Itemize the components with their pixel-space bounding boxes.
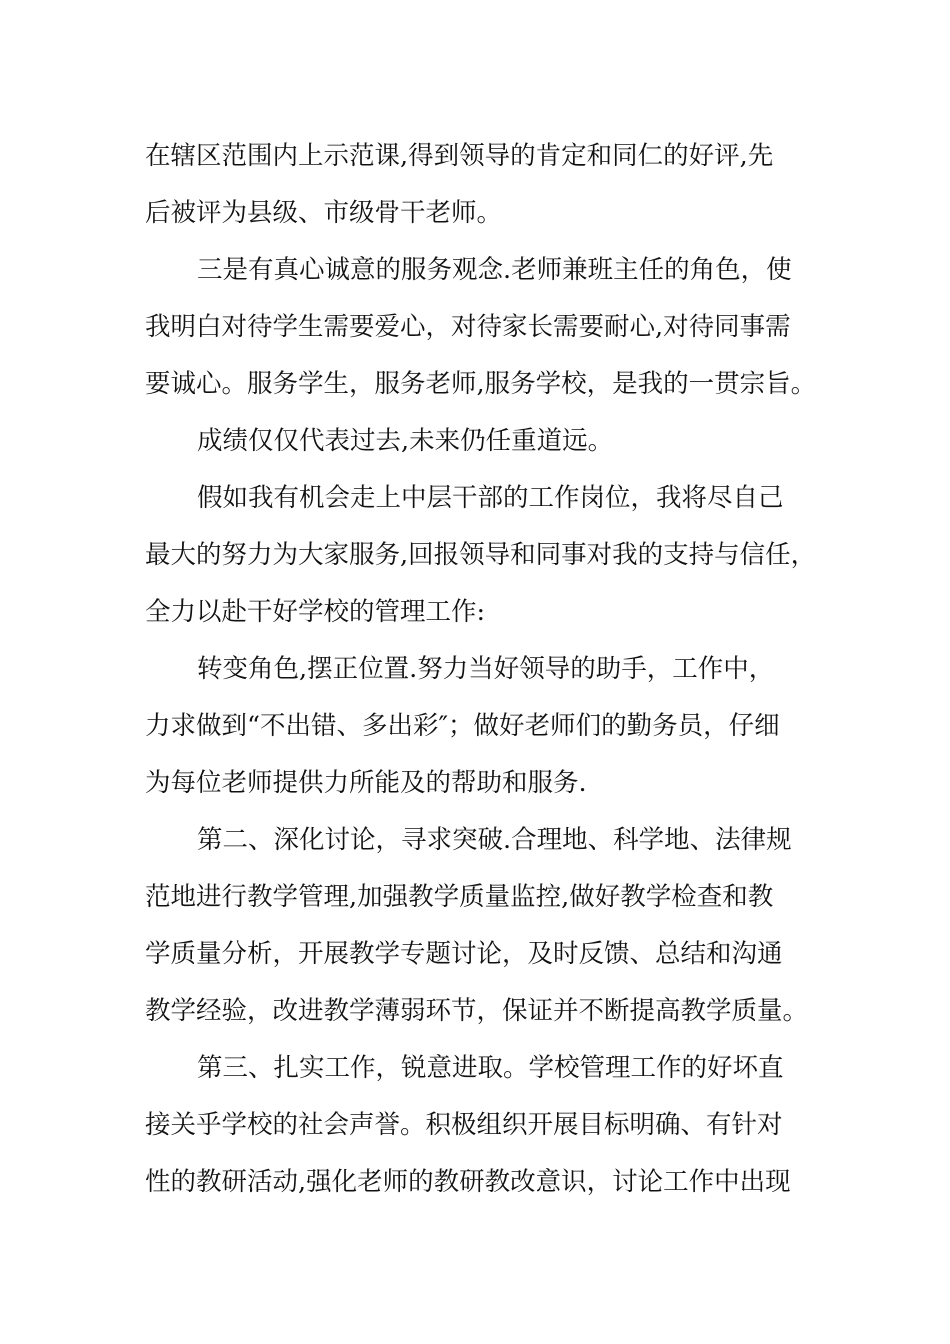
text-line: 后被评为县级、市级骨干老师。 <box>145 198 503 228</box>
paragraph-first-line: 第三、扎实工作，锐意进取。学校管理工作的好坏直 <box>197 1053 784 1083</box>
text-line: 教学经验，改进教学薄弱环节，保证并不断提高教学质量。 <box>145 996 809 1026</box>
paragraph-first-line: 第二、深化讨论，寻求突破.合理地、科学地、法律规 <box>197 825 792 855</box>
paragraph-first-line: 成绩仅仅代表过去,未来仍任重道远。 <box>197 426 614 456</box>
document-body <box>145 128 835 1211</box>
text-line: 最大的努力为大家服务,回报领导和同事对我的支持与信任， <box>145 540 817 570</box>
text-line: 学质量分析，开展教学专题讨论，及时反馈、总结和沟通 <box>145 939 783 969</box>
text-line: 为每位老师提供力所能及的帮助和服务. <box>145 768 587 798</box>
text-line: 全力以赴干好学校的管理工作: <box>145 597 486 627</box>
paragraph-first-line: 假如我有机会走上中层干部的工作岗位，我将尽自己 <box>197 483 784 513</box>
text-line: 要诚心。服务学生，服务老师,服务学校，是我的一贯宗旨。 <box>145 369 817 399</box>
text-line: 在辖区范围内上示范课,得到领导的肯定和同仁的好评,先 <box>145 141 774 171</box>
paragraph-first-line: 三是有真心诚意的服务观念.老师兼班主任的角色，使 <box>197 255 792 285</box>
text-line: 我明白对待学生需要爱心，对待家长需要耐心,对待同事需 <box>145 312 791 342</box>
paragraph-first-line: 转变角色,摆正位置.努力当好领导的助手，工作中， <box>197 654 775 684</box>
text-line: 力求做到“不出错、多出彩″；做好老师们的勤务员，仔细 <box>145 711 780 741</box>
text-line: 接关乎学校的社会声誉。积极组织开展目标明确、有针对 <box>145 1110 783 1140</box>
text-line: 范地进行教学管理,加强教学质量监控,做好教学检查和教 <box>145 882 774 912</box>
text-line: 性的教研活动,强化老师的教研教改意识，讨论工作中出现 <box>145 1167 791 1197</box>
